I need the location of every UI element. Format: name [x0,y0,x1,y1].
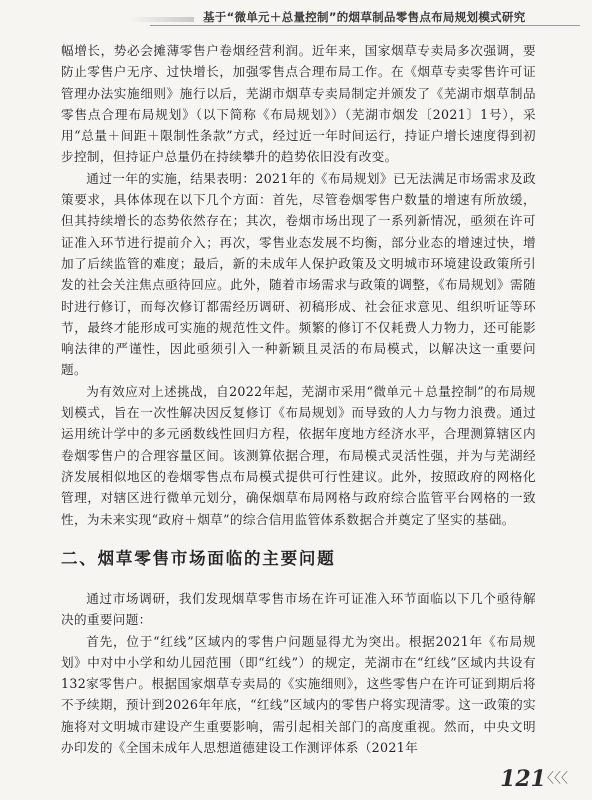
paragraph-continued: 幅增长，势必会摊薄零售户卷烟经营利润。近年来，国家烟草专卖局多次强调，要防止零售户无序、过快增长，加强零售点合理布局工作。在《烟草专卖零售许可证管理办法实施细则》施行以后，芜湖市烟草专卖局制定并颁发了《芜湖市烟草制品零售点合理布局规划》（以下简称《布局规划》）（芜湖市烟发〔2021〕1号），采用“总量＋间距＋限制性条款”方式，经过近一年时间运行，持证户增长速度得到初步控制，但持证户总量仍在持续攀升的趋势依旧没有改变。 [61,43,536,165]
paragraph: 为有效应对上述挑战，自2022年起，芜湖市采用“微单元＋总量控制”的布局规划模式，旨在一次性解决因反复修订《布局规划》而导致的人力与物力浪费。通过运用统计学中的多元函数线性回归方程，依据年度地方经济水平，合理测算辖区内卷烟零售户的合理容量区间。该测算依据合理，布局模式灵活性强，并为与芜湖经济发展相似地区的卷烟零售点布局模式提供可行性建议。此外，按照政府的网格化管理，对辖区进行微单元划分，确保烟草布局网格与政府综合监管平台网格的一致性，为未来实现“政府＋烟草”的综合信用监管体系数据合并奠定了坚实的基础。 [61,383,536,527]
page-number: 121 [500,766,546,792]
section-body-text [61,588,536,758]
running-header-title: 基于“微单元＋总量控制”的烟草制品零售点布局规划模式研究 [203,10,526,24]
body-text [61,40,536,530]
paragraph: 通过市场调研，我们发现烟草零售市场在许可证准入环节面临以下几个亟待解决的重要问题： [61,591,536,628]
section-heading: 二、烟草零售市场面临的主要问题 [61,549,336,568]
running-header [0,0,592,30]
paragraph: 首先，位于“红线”区域内的零售户问题显得尤为突出。根据2021年《布局规划》中对中小学和幼儿园范围（即“红线”）的规定，芜湖市在“红线”区域内共设有132家零售户。根据国家烟草专卖局的《实施细则》，这些零售户在许可证到期后将不予续期，预计到2026年年底，“红线”区域内的零售户将实现清零。这一政策的实施将对文明城市建设产生重要影响，需引起相关部门的高度重视。然而，中央文明办印发的《全国未成年人思想道德建设工作测评体系（2021年 [61,633,536,756]
header-decoration-bar [128,17,194,22]
header-rule [150,25,580,26]
page-marker-icon: 〈〈〈 [540,771,568,787]
paragraph: 通过一年的实施，结果表明：2021年的《布局规划》已无法满足市场需求及政策要求，具体体现在以下几个方面：首先，尽管卷烟零售户数量的增速有所放缓，但其持续增长的态势依然存在；其次，卷烟市场出现了一系列新情况，亟须在许可证准入环节进行提前介入；再次，零售业态发展不均衡，部分业态的增速过快，增加了后续监管的难度；最后，新的未成年人保护政策及文明城市环境建设政策所引发的社会关注焦点亟待回应。此外，随着市场需求与政策的调整，《布局规划》需随时进行修订，而每次修订都需经历调研、初稿形成、社会征求意见、组织听证等环节，最终才能形成可实施的规范性文件。频繁的修订不仅耗费人力物力，还可能影响法律的严谨性，因此亟须引入一种新颖且灵活的布局模式，以解决这一重要问题。 [61,170,536,378]
